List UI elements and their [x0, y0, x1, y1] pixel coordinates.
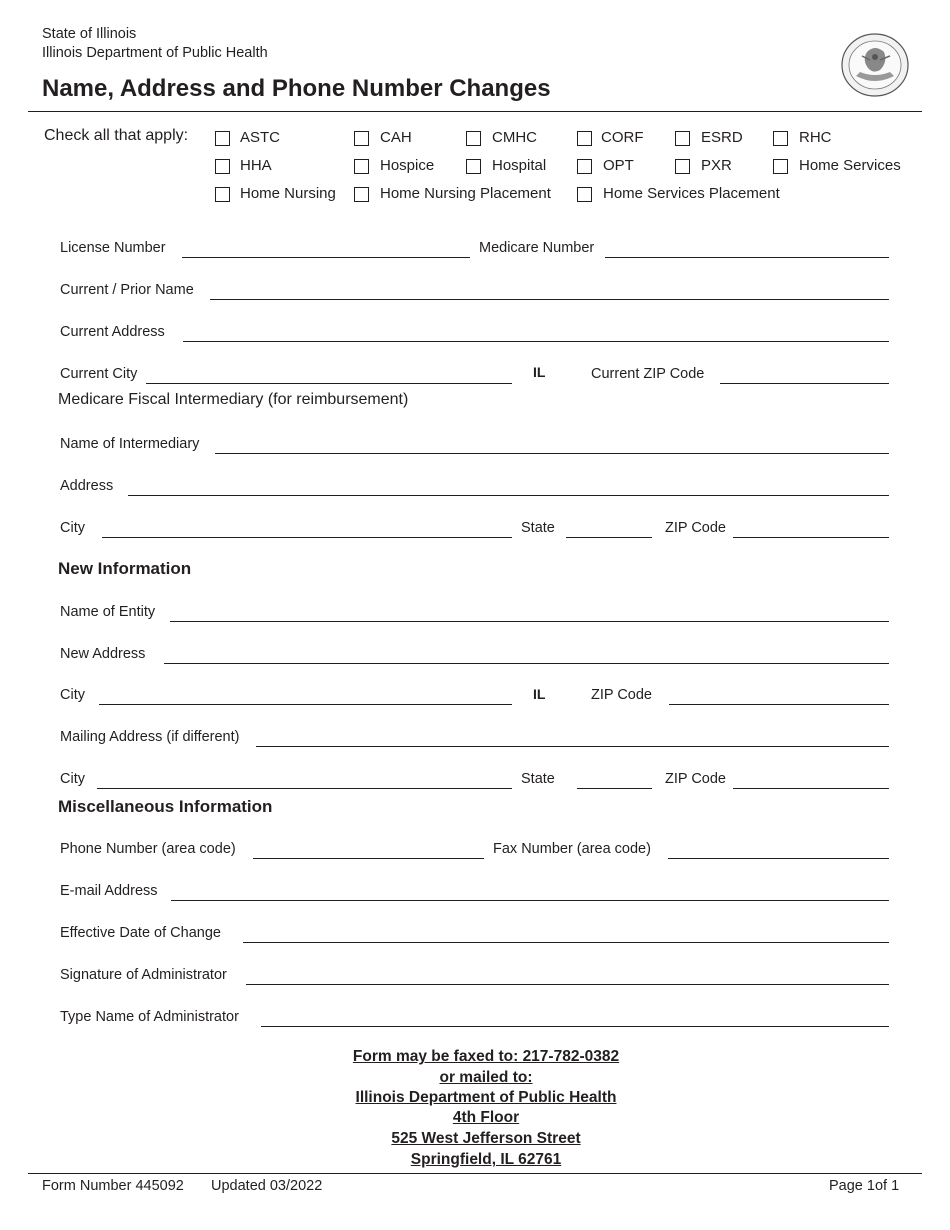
intermediary-address-field[interactable]	[128, 495, 889, 496]
footer-rule	[28, 1173, 922, 1174]
header-state: State of Illinois	[42, 26, 137, 42]
checkbox-label-hha: HHA	[240, 157, 272, 174]
page-number: Page 1of 1	[829, 1178, 900, 1194]
intermediary-name-field[interactable]	[215, 453, 889, 454]
new-zip-label: ZIP Code	[591, 687, 652, 703]
entity-name-field[interactable]	[170, 621, 889, 622]
intermediary-state-field[interactable]	[566, 537, 652, 538]
email-label: E-mail Address	[60, 883, 158, 899]
mailing-state-field[interactable]	[577, 788, 652, 789]
checkbox-label-esrd: ESRD	[701, 129, 743, 146]
checkbox-esrd[interactable]	[675, 131, 690, 146]
intermediary-city-field[interactable]	[102, 537, 512, 538]
page-title: Name, Address and Phone Number Changes	[42, 75, 551, 102]
checkbox-label-home-services-placement: Home Services Placement	[603, 185, 780, 202]
checkbox-label-hospice: Hospice	[380, 157, 435, 174]
intermediary-name-label: Name of Intermediary	[60, 436, 200, 452]
checkbox-pxr[interactable]	[675, 159, 690, 174]
intermediary-address-label: Address	[60, 478, 114, 494]
header-rule	[28, 111, 922, 112]
mailing-address-label: Mailing Address (if different)	[60, 729, 240, 745]
current-prior-name-label: Current / Prior Name	[60, 282, 194, 298]
check-all-label: Check all that apply:	[44, 127, 189, 144]
mail-floor: 4th Floor	[452, 1109, 520, 1126]
checkbox-label-opt: OPT	[603, 157, 634, 174]
checkbox-home-nursing-placement[interactable]	[354, 187, 369, 202]
checkbox-label-rhc: RHC	[799, 129, 832, 146]
checkbox-hospital[interactable]	[466, 159, 481, 174]
new-city-label: City	[60, 687, 85, 703]
phone-number-field[interactable]	[253, 858, 484, 859]
intermediary-zip-label: ZIP Code	[665, 520, 726, 536]
checkbox-home-services-placement[interactable]	[577, 187, 592, 202]
checkbox-label-cah: CAH	[380, 129, 412, 146]
checkbox-astc[interactable]	[215, 131, 230, 146]
effective-date-label: Effective Date of Change	[60, 925, 221, 941]
checkbox-home-nursing[interactable]	[215, 187, 230, 202]
checkbox-label-astc: ASTC	[240, 129, 281, 146]
mail-dept: Illinois Department of Public Health	[355, 1089, 617, 1106]
current-address-label: Current Address	[60, 324, 165, 340]
new-address-label: New Address	[60, 646, 146, 662]
current-zip-field[interactable]	[720, 383, 889, 384]
misc-information-heading: Miscellaneous Information	[58, 797, 273, 816]
signature-label: Signature of Administrator	[60, 967, 227, 983]
mail-instruction: or mailed to:	[439, 1069, 533, 1086]
checkbox-rhc[interactable]	[773, 131, 788, 146]
checkbox-hospice[interactable]	[354, 159, 369, 174]
new-information-heading: New Information	[58, 559, 192, 578]
checkbox-label-home-nursing-placement: Home Nursing Placement	[380, 185, 551, 202]
mailing-zip-label: ZIP Code	[665, 771, 726, 787]
checkbox-opt[interactable]	[577, 159, 592, 174]
intermediary-state-label: State	[521, 520, 555, 536]
email-field[interactable]	[171, 900, 889, 901]
mailing-zip-field[interactable]	[733, 788, 889, 789]
type-name-field[interactable]	[261, 1026, 889, 1027]
state-seal-logo	[840, 32, 910, 98]
checkbox-corf[interactable]	[577, 131, 592, 146]
checkbox-label-pxr: PXR	[701, 157, 732, 174]
mailing-city-field[interactable]	[97, 788, 512, 789]
current-city-field[interactable]	[146, 383, 512, 384]
type-name-label: Type Name of Administrator	[60, 1009, 239, 1025]
new-city-field[interactable]	[99, 704, 512, 705]
checkbox-cah[interactable]	[354, 131, 369, 146]
checkbox-cmhc[interactable]	[466, 131, 481, 146]
entity-name-label: Name of Entity	[60, 604, 156, 620]
current-city-label: Current City	[60, 366, 138, 382]
effective-date-field[interactable]	[243, 942, 889, 943]
intermediary-zip-field[interactable]	[733, 537, 889, 538]
current-prior-name-field[interactable]	[210, 299, 889, 300]
intermediary-city-label: City	[60, 520, 85, 536]
mailing-state-label: State	[521, 771, 555, 787]
checkbox-label-home-services: Home Services	[799, 157, 901, 174]
form-number: Form Number 445092	[42, 1178, 184, 1194]
new-zip-field[interactable]	[669, 704, 889, 705]
fax-instruction: Form may be faxed to: 217-782-0382	[352, 1048, 620, 1065]
signature-field[interactable]	[246, 984, 889, 985]
current-address-field[interactable]	[183, 341, 889, 342]
checkbox-label-home-nursing: Home Nursing	[240, 185, 336, 202]
current-state-value: IL	[533, 364, 546, 380]
new-address-field[interactable]	[164, 663, 889, 664]
medicare-number-label: Medicare Number	[479, 240, 595, 256]
fax-number-field[interactable]	[668, 858, 889, 859]
new-state-value: IL	[533, 686, 546, 702]
medicare-number-field[interactable]	[605, 257, 889, 258]
mail-street: 525 West Jefferson Street	[391, 1130, 581, 1147]
checkbox-hha[interactable]	[215, 159, 230, 174]
checkbox-label-cmhc: CMHC	[492, 129, 537, 146]
updated-date: Updated 03/2022	[211, 1178, 323, 1194]
checkbox-label-hospital: Hospital	[492, 157, 547, 174]
mail-city: Springfield, IL 62761	[410, 1151, 562, 1168]
license-number-label: License Number	[60, 240, 166, 256]
mailing-city-label: City	[60, 771, 85, 787]
license-number-field[interactable]	[182, 257, 470, 258]
checkbox-label-corf: CORF	[601, 129, 644, 146]
mailing-address-field[interactable]	[256, 746, 889, 747]
intermediary-heading: Medicare Fiscal Intermediary (for reimbursement)	[58, 391, 409, 408]
checkbox-home-services[interactable]	[773, 159, 788, 174]
phone-number-label: Phone Number (area code)	[60, 841, 236, 857]
fax-number-label: Fax Number (area code)	[493, 841, 651, 857]
header-department: Illinois Department of Public Health	[42, 45, 268, 61]
current-zip-label: Current ZIP Code	[591, 366, 705, 382]
